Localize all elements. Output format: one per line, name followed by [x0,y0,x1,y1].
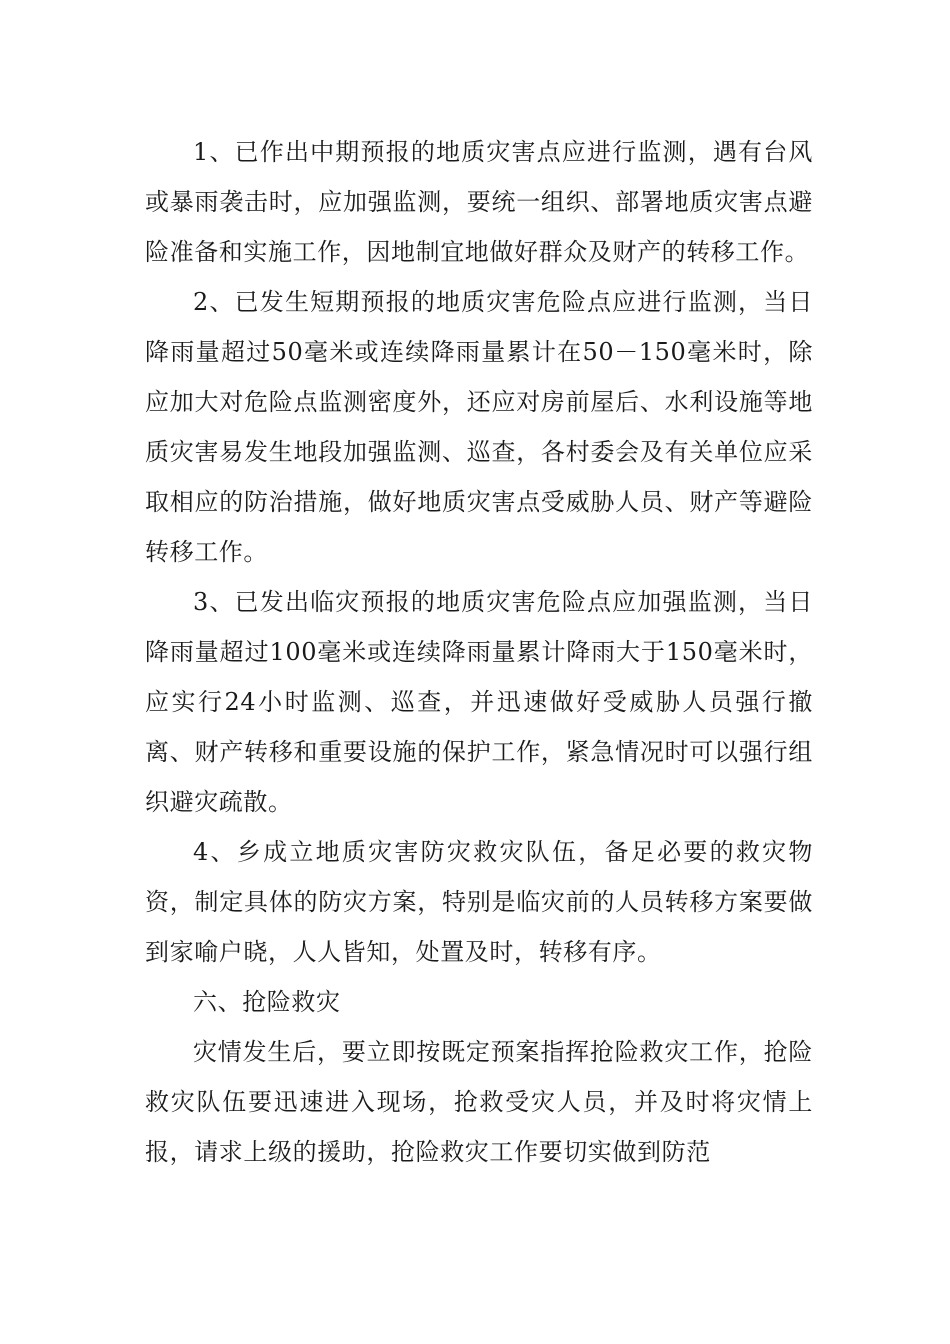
section-heading: 六、抢险救灾 [193,988,341,1016]
paragraph-item-1: 1、已作出中期预报的地质灾害点应进行监测，遇有台风或暴雨袭击时，应加强监测，要统一组织、部署地质灾害点避险准备和实施工作，因地制宜地做好群众及财产的转移工作。 [145,138,813,266]
paragraph-item-2: 2、已发生短期预报的地质灾害危险点应进行监测，当日降雨量超过50毫米或连续降雨量累计在50－150毫米时，除应加大对危险点监测密度外，还应对房前屋后、水利设施等地质灾害易发生地段加强监测、巡查，各村委会及有关单位应采取相应的防治措施，做好地质灾害点受威胁人员、财产等避险转移工作。 [145,288,813,566]
document-body [145,127,813,1177]
closing-paragraph: 灾情发生后，要立即按既定预案指挥抢险救灾工作，抢险救灾队伍要迅速进入现场，抢救受灾人员，并及时将灾情上报，请求上级的援助，抢险救灾工作要切实做到防范 [145,1038,813,1166]
paragraph-item-4: 4、乡成立地质灾害防灾救灾队伍，备足必要的救灾物资，制定具体的防灾方案，特别是临灾前的人员转移方案要做到家喻户晓，人人皆知，处置及时，转移有序。 [145,838,813,966]
paragraph-item-3: 3、已发出临灾预报的地质灾害危险点应加强监测，当日降雨量超过100毫米或连续降雨量累计降雨大于150毫米时，应实行24小时监测、巡查，并迅速做好受威胁人员强行撤离、财产转移和重要设施的保护工作，紧急情况时可以强行组织避灾疏散。 [145,588,813,816]
